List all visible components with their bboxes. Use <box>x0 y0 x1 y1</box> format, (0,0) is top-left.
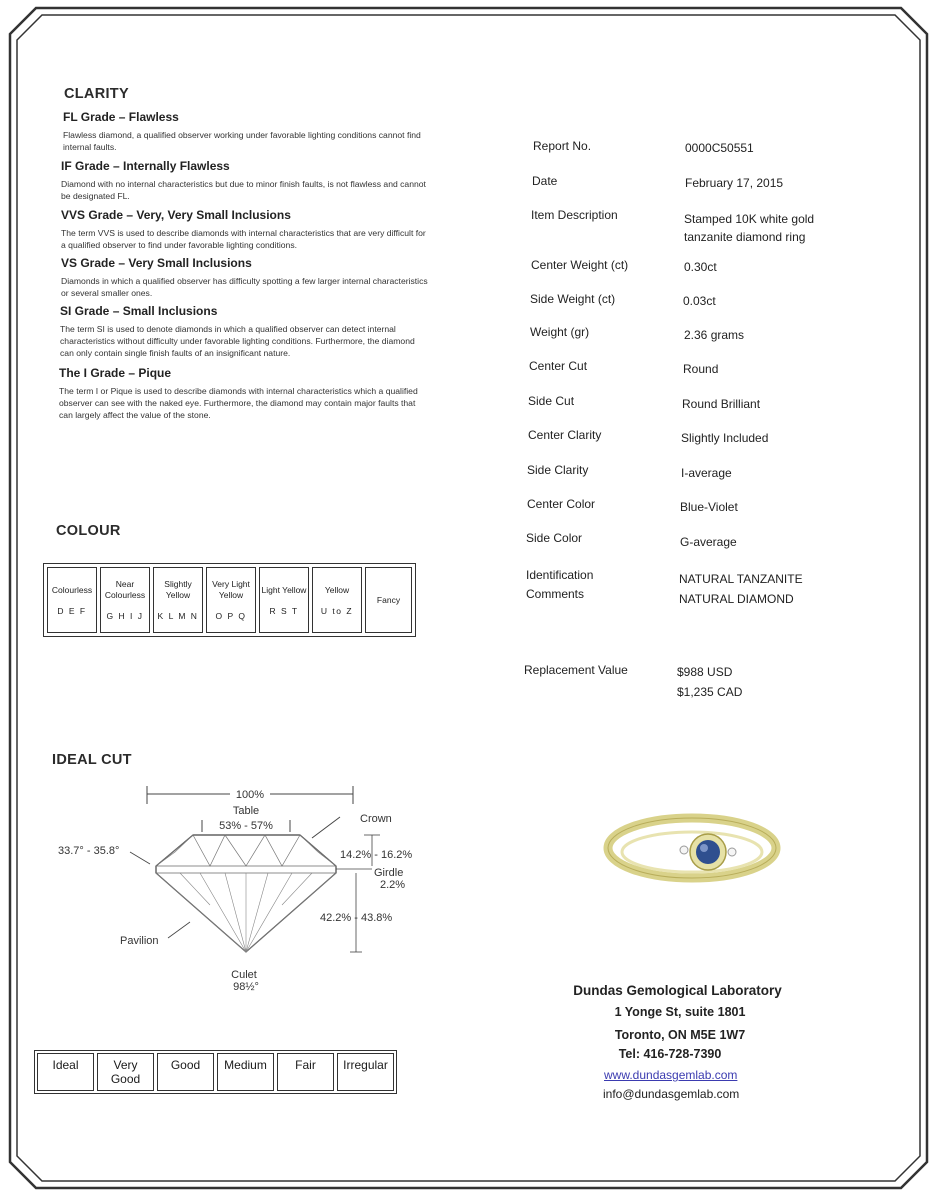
center-clarity-label: Center Clarity <box>528 428 602 442</box>
replacement-value-label: Replacement Value <box>524 663 628 677</box>
colour-cell: Fancy <box>365 567 412 633</box>
replacement-usd: $988 USD <box>677 665 733 679</box>
cut-grade-cell: Good <box>157 1053 214 1091</box>
lab-website-link[interactable]: www.dundasgemlab.com <box>604 1068 738 1082</box>
colour-cell: Near Colourless G H I J <box>100 567 150 633</box>
diagram-table-range: 53% - 57% <box>219 820 273 832</box>
ring-photo <box>600 800 785 895</box>
diagram-culet-value: 98½° <box>233 981 259 993</box>
center-weight-value: 0.30ct <box>684 260 717 274</box>
diagram-pavilion-depth: 42.2% - 43.8% <box>320 912 393 924</box>
colour-cell: Slightly Yellow K L M N <box>153 567 203 633</box>
clarity-grade-title: The I Grade – Pique <box>59 366 172 380</box>
date-value: February 17, 2015 <box>685 176 784 190</box>
side-color-label: Side Color <box>526 531 583 545</box>
clarity-grade-title: VVS Grade – Very, Very Small Inclusions <box>61 208 291 222</box>
colour-cell: Light Yellow R S T <box>259 567 309 633</box>
cut-grade-cell: Fair <box>277 1053 334 1091</box>
diagram-total-width: 100% <box>235 789 265 801</box>
weight-value: 2.36 grams <box>684 328 745 342</box>
side-weight-value: 0.03ct <box>683 294 716 308</box>
cut-grade-cell: Irregular <box>337 1053 394 1091</box>
clarity-grade-title: IF Grade – Internally Flawless <box>61 159 230 173</box>
diagram-table-label: Table <box>232 805 260 817</box>
cut-grade-cell: Ideal <box>37 1053 94 1091</box>
cut-grade-cell: Medium <box>217 1053 274 1091</box>
side-color-value: G-average <box>680 535 737 549</box>
diagram-crown-angle: 33.7° - 35.8° <box>58 845 120 857</box>
diamond-proportions-diagram <box>50 780 440 1010</box>
item-description-label: Item Description <box>531 208 618 222</box>
lab-email: info@dundasgemlab.com <box>603 1087 740 1101</box>
identification-comments-label: Identification Comments <box>526 568 594 601</box>
diagram-crown-label: Crown <box>360 813 392 825</box>
cut-grade-scale <box>34 1050 397 1094</box>
side-clarity-label: Side Clarity <box>527 463 589 477</box>
lab-address-line2: Toronto, ON M5E 1W7 <box>614 1028 746 1042</box>
side-cut-value: Round Brilliant <box>682 397 761 411</box>
side-cut-label: Side Cut <box>528 394 575 408</box>
clarity-heading: CLARITY <box>64 86 129 102</box>
cut-grade-cell: Very Good <box>97 1053 154 1091</box>
center-cut-value: Round <box>683 362 719 376</box>
clarity-grade-title: SI Grade – Small Inclusions <box>60 304 218 318</box>
ideal-cut-heading: IDEAL CUT <box>52 752 132 768</box>
colour-scale-table <box>43 563 416 637</box>
center-clarity-value: Slightly Included <box>681 431 769 445</box>
colour-heading: COLOUR <box>56 523 121 539</box>
side-weight-label: Side Weight (ct) <box>530 292 616 306</box>
date-label: Date <box>532 174 558 188</box>
center-color-value: Blue-Violet <box>680 500 738 514</box>
weight-label: Weight (gr) <box>530 325 590 339</box>
colour-cell: Very Light Yellow O P Q <box>206 567 256 633</box>
diagram-pavilion-label: Pavilion <box>120 935 159 947</box>
item-description-value: Stamped 10K white gold tanzanite diamond ring <box>684 212 815 244</box>
clarity-grade-title: VS Grade – Very Small Inclusions <box>61 256 252 270</box>
diagram-crown-height: 14.2% - 16.2% <box>340 849 413 861</box>
replacement-cad: $1,235 CAD <box>677 685 743 699</box>
clarity-grade-desc: The term VVS is used to describe diamonds with internal characteristics that are very difficult for a qualified observer to find under favorable lighting conditions. <box>61 228 426 250</box>
center-weight-label: Center Weight (ct) <box>531 258 629 272</box>
report-number-value: 0000C50551 <box>685 141 754 155</box>
diagram-culet-label: Culet <box>231 969 257 981</box>
clarity-grade-desc: Diamond with no internal characteristics but due to minor finish faults, is not flawless and cannot be designated FL. <box>61 179 426 201</box>
diagram-girdle-label: Girdle <box>374 867 404 879</box>
colour-cell: Colourless D E F <box>47 567 97 633</box>
clarity-grade-desc: The term I or Pique is used to describe diamonds with internal characteristics which a qualified observer can see with the naked eye. Furthermore, the diamond may contain major faults that can largely affect the value of the stone. <box>59 386 418 420</box>
center-color-label: Center Color <box>527 497 596 511</box>
diagram-girdle-value: 2.2% <box>380 879 406 891</box>
lab-name: Dundas Gemological Laboratory <box>573 983 782 998</box>
colour-cell: Yellow U to Z <box>312 567 362 633</box>
clarity-grade-title: FL Grade – Flawless <box>63 110 179 124</box>
clarity-grade-desc: Flawless diamond, a qualified observer working under favorable lighting conditions cannot find internal faults. <box>63 130 421 152</box>
lab-phone: Tel: 416-728-7390 <box>618 1047 722 1061</box>
report-number-label: Report No. <box>533 139 592 153</box>
clarity-grade-desc: The term SI is used to denote diamonds in which a qualified observer can detect internal characteristics without difficulty under favorable lighting conditions. Furthermore, the diamond can only contain single finish faults of an insignificant nature. <box>60 324 415 358</box>
side-clarity-value: I-average <box>681 466 732 480</box>
lab-address-line1: 1 Yonge St, suite 1801 <box>614 1005 746 1019</box>
center-cut-label: Center Cut <box>529 359 588 373</box>
identification-comments-value: NATURAL TANZANITE NATURAL DIAMOND <box>679 572 803 606</box>
clarity-grade-desc: Diamonds in which a qualified observer has difficulty spotting a few larger internal characteristics or several smaller ones. <box>61 276 428 298</box>
